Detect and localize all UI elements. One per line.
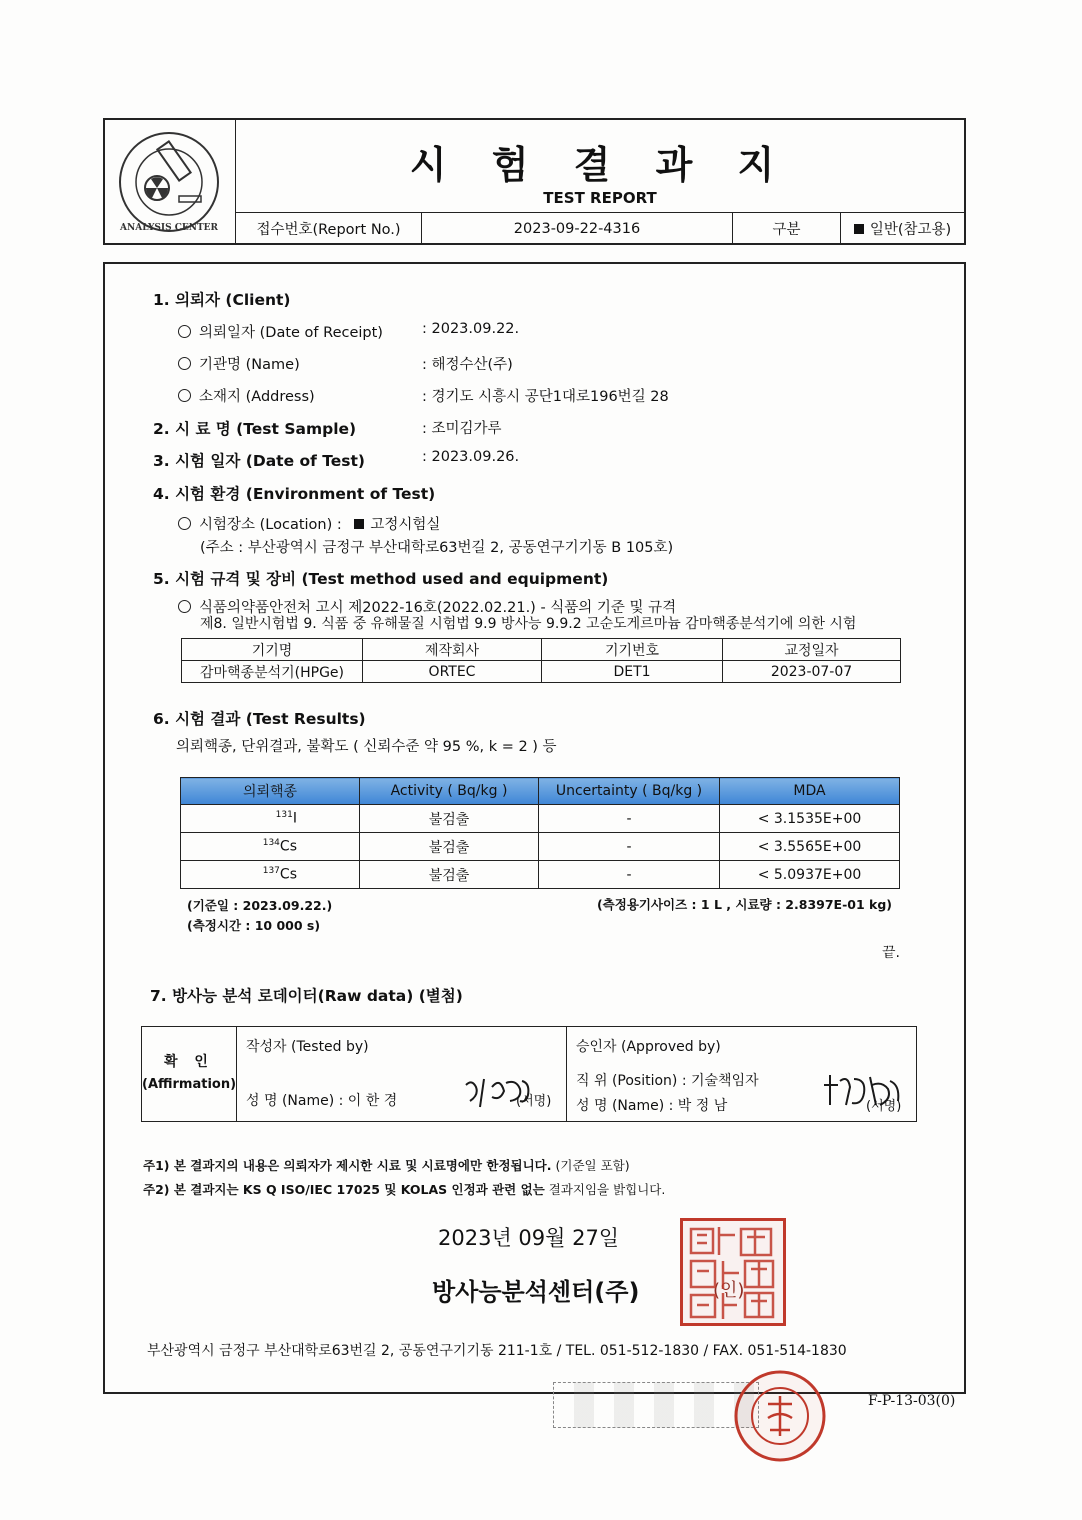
method-line-1-text: 식품의약품안전처 고시 제2022-16호(2022.02.21.) - 식품의 기준 및 규격 (199, 600, 677, 616)
nuclide-element: I (292, 810, 297, 827)
test-date-value: : 2023.09.26. (422, 449, 520, 465)
checked-box-icon (354, 519, 364, 529)
results-description: 의뢰핵종, 단위결과, 불확도 ( 신뢰수준 약 95 %, k = 2 ) 등 (176, 739, 557, 755)
title-block (236, 120, 964, 212)
section-3-title: 3. 시험 일자 (Date of Test) (153, 452, 366, 470)
results-header-cell: MDA (720, 778, 900, 805)
approver-position: 직 위 (Position) : 기술책임자 (576, 1073, 759, 1089)
activity-cell: 불검출 (360, 861, 539, 889)
uncertainty-cell: - (539, 833, 720, 861)
circle-bullet-icon (178, 517, 191, 530)
equipment-row (182, 661, 901, 683)
organization-name: 방사능분석센터(주) (432, 1278, 640, 1306)
nuclide-element: Cs (279, 838, 297, 855)
issue-date: 2023년 09월 27일 (438, 1226, 620, 1250)
equipment-cell: 2023-07-07 (723, 661, 901, 683)
nuclide-mass-number: 134 (262, 838, 280, 849)
circle-bullet-icon (178, 389, 191, 402)
nuclide-mass-number: 131 (275, 810, 293, 821)
nuclide-cell (181, 805, 360, 833)
report-header (103, 118, 966, 245)
results-table (180, 777, 900, 889)
note-2 (143, 1180, 665, 1198)
results-header-cell: 의뢰핵종 (181, 778, 360, 805)
note-1 (143, 1156, 630, 1174)
mda-cell: < 5.0937E+00 (720, 861, 900, 889)
uncertainty-cell: - (539, 861, 720, 889)
end-mark: 끝. (882, 945, 900, 961)
round-seal-icon (730, 1366, 830, 1466)
category-label: 구분 (733, 213, 841, 244)
equipment-cell: 감마핵종분석기(HPGe) (182, 661, 363, 683)
method-line-2: 제8. 일반시험법 9. 식품 중 유해물질 시험법 9.9 방사능 9.9.2 고순도게르마늄 감마핵종분석기에 의한 시험 (200, 616, 857, 632)
approver-sign-mark: (서명) (866, 1099, 902, 1114)
test-location-address: (주소 : 부산광역시 금정구 부산대학로63번길 2, 공동연구기기동 B 105호) (200, 540, 674, 556)
report-no-label: 접수번호(Report No.) (236, 213, 422, 244)
category-value (841, 213, 964, 244)
checked-box-icon (854, 224, 864, 234)
approved-by-cell (566, 1027, 916, 1121)
measurement-time: (측정시간 : 10 000 s) (187, 918, 321, 933)
seal-mark: (인) (713, 1280, 745, 1301)
note-1-rest: (기준일 포함) (551, 1158, 630, 1173)
tester-sign-mark: (서명) (516, 1094, 552, 1109)
mda-cell: < 3.5565E+00 (720, 833, 900, 861)
approved-by-label: 승인자 (Approved by) (576, 1039, 721, 1055)
note-2-main: 주2) 본 결과지는 KS Q ISO/IEC 17025 및 KOLAS 인정과 관련 없는 (143, 1182, 545, 1197)
equipment-header-cell: 제작회사 (363, 639, 542, 661)
equipment-table (181, 638, 901, 683)
tested-by-name: 성 명 (Name) : 이 한 경 (246, 1093, 398, 1109)
container-info: (측정용기사이즈 : 1 L , 시료량 : 2.8397E-01 kg) (596, 897, 892, 912)
report-info-row (236, 212, 964, 244)
reference-date: (기준일 : 2023.09.22.) (187, 898, 333, 913)
section-7-title: 7. 방사능 분석 로데이터(Raw data) (별첨) (150, 987, 463, 1005)
svg-text:ANALYSIS CENTER: ANALYSIS CENTER (120, 223, 218, 233)
nuclide-element: Cs (279, 866, 297, 883)
affirmation-label-ko: 확 인 (164, 1054, 214, 1070)
client-address-label-text: 소재지 (Address) (199, 389, 315, 405)
circle-bullet-icon (178, 325, 191, 338)
approver-name: 성 명 (Name) : 박 정 남 (576, 1098, 728, 1114)
results-header-cell: Uncertainty ( Bq/kg ) (539, 778, 720, 805)
mda-cell: < 3.1535E+00 (720, 805, 900, 833)
section-6-title: 6. 시험 결과 (Test Results) (153, 710, 366, 728)
receipt-date-value: : 2023.09.22. (422, 321, 520, 337)
section-1-title: 1. 의뢰자 (Client) (153, 291, 291, 309)
activity-cell: 불검출 (360, 833, 539, 861)
category-text: 일반(참고용) (869, 222, 952, 238)
client-name-label (178, 353, 300, 374)
title-korean: 시 험 결 과 지 (409, 143, 791, 187)
results-header-row (181, 778, 900, 805)
client-name-label-text: 기관명 (Name) (199, 357, 300, 373)
equipment-header-cell: 기기명 (182, 639, 363, 661)
section-5-title: 5. 시험 규격 및 장비 (Test method used and equipment) (153, 570, 609, 588)
affirmation-box (141, 1026, 917, 1122)
results-row (181, 805, 900, 833)
section-2-title: 2. 시 료 명 (Test Sample) (153, 420, 357, 438)
receipt-date-label (178, 321, 383, 342)
client-name-value: : 해정수산(주) (422, 357, 513, 373)
equipment-cell: DET1 (542, 661, 723, 683)
section-4-title: 4. 시험 환경 (Environment of Test) (153, 485, 436, 503)
report-no-value: 2023-09-22-4316 (422, 213, 733, 244)
activity-cell: 불검출 (360, 805, 539, 833)
center-logo (105, 120, 236, 243)
footer-address: 부산광역시 금정구 부산대학로63번길 2, 공동연구기기동 211-1호 / TEL. 051-512-1830 / FAX. 051-514-1830 (147, 1343, 847, 1359)
equipment-cell: ORTEC (363, 661, 542, 683)
affirmation-label (142, 1027, 237, 1121)
affirmation-label-en: (Affirmation) (142, 1077, 237, 1092)
note-2-rest: 결과지임을 밝힙니다. (544, 1182, 666, 1197)
circle-bullet-icon (178, 357, 191, 370)
equipment-header-cell: 교정일자 (723, 639, 901, 661)
client-address-value: : 경기도 시흥시 공단1대로196번길 28 (422, 389, 669, 405)
test-location (178, 513, 440, 534)
equipment-header-row (182, 639, 901, 661)
results-row (181, 861, 900, 889)
circle-bullet-icon (178, 600, 191, 613)
test-location-value: 고정시험실 (370, 517, 441, 533)
tested-by-cell (236, 1027, 567, 1121)
title-english: TEST REPORT (543, 189, 657, 207)
note-1-main: 주1) 본 결과지의 내용은 의뢰자가 제시한 시료 및 시료명에만 한정됩니다. (143, 1158, 552, 1173)
nuclide-cell (181, 861, 360, 889)
results-header-cell: Activity ( Bq/kg ) (360, 778, 539, 805)
client-address-label (178, 385, 315, 406)
form-number: F-P-13-03(0) (868, 1393, 956, 1409)
sample-name-value: : 조미김가루 (422, 421, 502, 437)
test-location-label: 시험장소 (Location) : (199, 517, 342, 533)
official-seal-icon (680, 1218, 786, 1326)
tested-by-label: 작성자 (Tested by) (246, 1039, 369, 1055)
equipment-header-cell: 기기번호 (542, 639, 723, 661)
faded-stamp-box (553, 1382, 759, 1428)
uncertainty-cell: - (539, 805, 720, 833)
nuclide-mass-number: 137 (262, 866, 280, 877)
nuclide-cell (181, 833, 360, 861)
results-row (181, 833, 900, 861)
receipt-date-label-text: 의뢰일자 (Date of Receipt) (199, 325, 383, 341)
